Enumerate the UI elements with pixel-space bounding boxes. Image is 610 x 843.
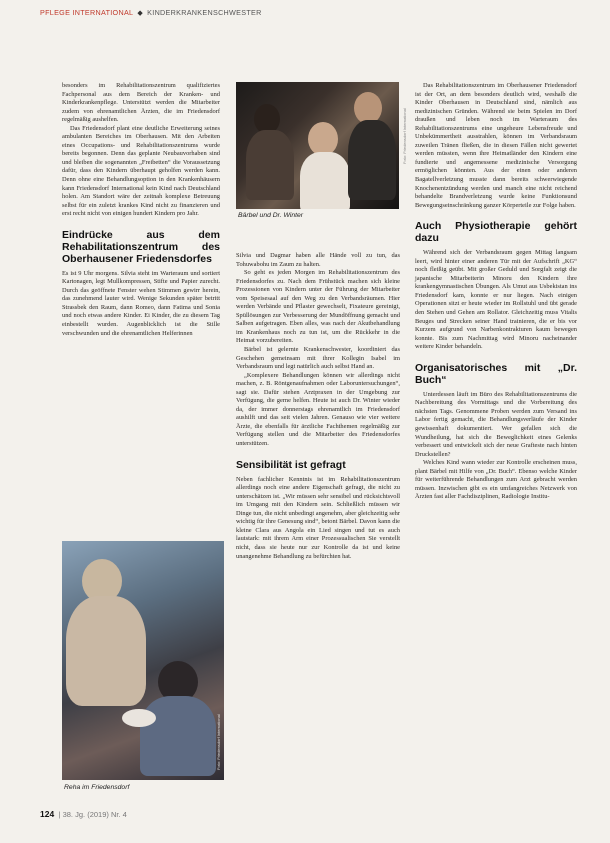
- page-number: 124: [40, 809, 55, 819]
- column-3: [415, 82, 577, 502]
- section-heading: Organisatorisches mit „Dr. Buch“: [415, 361, 577, 386]
- column-1: [62, 82, 220, 338]
- header-separator-icon: ◆: [137, 8, 144, 17]
- paragraph: Während sich der Verbandsraum gegen Mittag langsam leert, wird hinter einer anderen Tür mit der Aufschrift „KG“ noch fleißig geübt. Mit großer Geduld und Sorgfalt zeigt die japanische Mitarbeiterin Minoru den Kindern ihre krankengymnastischen Übungen. Als Umut aus Usbekistan ins Friedensdorf kam, konnte er nur liegen. Nach einigen Operationen sitzt er heute wieder im Rollstuhl und übt gerade den Stehen und Gehen am Rollator. Gleichzeitig muss Vitalis Beuges und Strecken seiner Hand trainieren, die er bis vor Kurzem aufgrund von Narbenkontrakturen kaum bewegen konnte. Bis zum Nachmittag wird Minoru nacheinander weitere Kinder behandeln.: [415, 249, 577, 351]
- issue-info: | 38. Jg. (2019) Nr. 4: [58, 810, 127, 819]
- paragraph: Das Rehabilitationszentrum im Oberhausener Friedensdorf ist der Ort, an dem besonders deutlich wird, weshalb die Kinder Oberhausen in Deutschland sind, nämlich aus medizinischen Gründen. Während sie beim Spielen im Dorf draußen und leben noch im Warteraum des Rehabilitationszentrums eine ungeheure Lebensfreude und Unbekümmertheit ausstrahlen, können im Verbandsraum zuweilen Tränen fließen, die in diesen Fällen nicht gewertet werden müssten, wenn ihre Heimatländer den Kindern eine fundierte und angemessene medizinische Versorgung ermöglichen könnten. Aus der einen oder anderen Bagatellverletzung musste dann bereits schwerwiegende Knochenentzündung werden und manch eine nicht reichend behandelte Brandverletzung wurde keine Funktionsund Bewegungseinschränkung ganzer Körperteile zur Folge haben.: [415, 82, 577, 209]
- photo-caption: Reha im Friedensdorf: [64, 784, 130, 791]
- section-heading: Auch Physiotherapie gehört dazu: [415, 220, 577, 245]
- paragraph: besonders im Rehabilitationszentrum qualifiziertes Fachpersonal aus dem Bereich der Kranken- und Kinderkrankenpflege. Unterstützt werden die Mitarbeiter zudem von ehrenamtlichen Ärzten, die im Friedensdorf regelmäßig aushelfen.: [62, 82, 220, 124]
- paragraph: Silvia und Dagmar haben alle Hände voll zu tun, das Tohuwabohu im Zaum zu halten.: [236, 252, 400, 268]
- photo-baerbel-dr-winter: [236, 82, 399, 209]
- subsection-label: KINDERKRANKENSCHWESTER: [147, 8, 262, 17]
- paragraph: Bärbel ist gelernte Krankenschwester, koordiniert das Geschehen gemeinsam mit ihrer Kollegin Isabel im Verbandsraum und legt natürlich auch selbst Hand an.: [236, 346, 400, 371]
- photo-caption: Bärbel und Dr. Winter: [238, 212, 304, 219]
- running-header: [40, 8, 600, 22]
- photo-credit: Foto: Friedensdorf International: [402, 108, 407, 164]
- column-2: [236, 252, 400, 561]
- paragraph: Das Friedensdorf plant eine deutliche Erweiterung seines ambulanten Bereiches im Oberhausen. Mit den Arbeiten eines Occupations- und Rehabilitationszentrums wurde bereits begonnen. Denn das geplante Neubauvorhaben sind und bleiben die sogenannten „Freibetten“ die Voraussetzung dafür, dass den Kindern überhaupt geholfen werden kann. Denn ohne eine Behandlungsoption in den Krankenhäusern kann Friedensdorf International kein Kind nach Deutschland holen. Am Standort wäre der zeitnah komplexe Betreuung selbst für ein zuletzt krankes Kind nicht zu finanzieren und erst recht nicht von einigen hundert Kindern pro Jahr.: [62, 124, 220, 218]
- section-heading: Sensibilität ist gefragt: [236, 458, 346, 471]
- photo-credit: Foto: Friedensdorf International: [216, 714, 221, 770]
- section-heading: Eindrücke aus dem Rehabilitationszentrum des Oberhausener Friedensdorfes: [62, 228, 220, 265]
- section-label: PFLEGE INTERNATIONAL: [40, 8, 134, 17]
- paragraph: Welches Kind wann wieder zur Kontrolle erscheinen muss, plant Bärbel mit Hilfe von „Dr. Buch“. Ebenso welche Kinder für weiterführende Behandlungen zum Arzt gebracht werden müssen. Inzwischen gibt es ein umfangreiches Netzwerk von Ärzten fast aller Fachdisziplinen, Radiologie Institu-: [415, 459, 577, 501]
- paragraph: Unterdessen läuft im Büro des Rehabilitationszentrums die Nachbereitung des Vormittags und die Vorbereitung des nächsten Tags. Genommene Proben werden zum Versand ins Labor fertig gemacht, die Behandlungsverläufe der Kinder gewissenhaft dokumentiert. Wer gefallen sich die Wundheilung, hat sich die Beweglichkeit eines Gelenks verbessert und entwickelt sich der neue Grafteste nach hinten Druckstellen?: [415, 390, 577, 458]
- photo-reha: [62, 541, 224, 780]
- paragraph: Neben fachlicher Kenntnis ist im Rehabilitationszentrum allerdings noch eine andere Eigenschaft gefragt, die nicht zu unterschätzen ist. „Wir müssen sehr sensibel und rücksichtsvoll im Umgang mit den Kindern sein. Schließlich müssen wir Dinge tun, die nicht unbedingt angenehm, aber gleichzeitig sehr wichtig für ihre Genesung sind“, betont Bärbel. Davon kann die kleine Clara aus Angola ein Lied singen und tut es auch lautstark: mit ihrem Arm einer Prozessualischen Sie verstellt nicht, dass sie heute nur zur Kontrolle da ist und keine unangenehme Behandlung zu befürchten hat.: [236, 475, 400, 560]
- paragraph: So geht es jeden Morgen im Rehabilitationszentrum des Friedensdorfes zu. Nach dem Frühstück machen sich kleine Prozessionen von Kindern unter der Führung der Mitarbeiter vom Speisesaal auf den Weg zu den Verbandsräumen. Hier werden Verbände und Pflaster gewechselt, Fixateure gereinigt, Spüllösungen zur Verbesserung der Mundöffnung gemacht und Salben aufgetragen. Eben alles, was nach der Akutbehandlung im Krankenhaus noch zu tun ist, um die Rückkehr in die Heimat vorzubereiten.: [236, 269, 400, 345]
- paragraph: „Komplexere Behandlungen können wir allerdings nicht machen, z. B. Röntgenaufnahmen oder Laboruntersuchungen“, sagt sie. Dafür stehen Arztpraxen in der Umgebung zur Verfügung, die gerne helfen. Heute ist auch Dr. Winter wieder da, der immer donnerstags ehrenamtlich im Friedensdorf aushilft und das seit vielen Jahren. Genauso wie vier weitere Ärzte, die ebenfalls für ärztliche Fachthemen regelmäßig zur Verfügung stellen und die Mitarbeiter des Friedensdorfes unterstützen.: [236, 371, 400, 448]
- paragraph: Es ist 9 Uhr morgens. Silvia steht im Warteraum und sortiert Kartonagen, legt Mullkompressen, Stifte und Papier zurecht. Durch das geöffnete Fenster wehen Stimmen gewirr herein, das zunehmend lauter wird. Wenige Sekunden später betritt Strassbek den Raum, dann Romeo, dann Fatima und Sonia und noch etwas andere Kinder. Ei Kinder, die zu diesem Tag einbestellt wurden. Augenblicklich ist die Stille verschwunden und die ehrenamtlichen Helferinnen: [62, 269, 220, 337]
- page-footer: [40, 809, 127, 819]
